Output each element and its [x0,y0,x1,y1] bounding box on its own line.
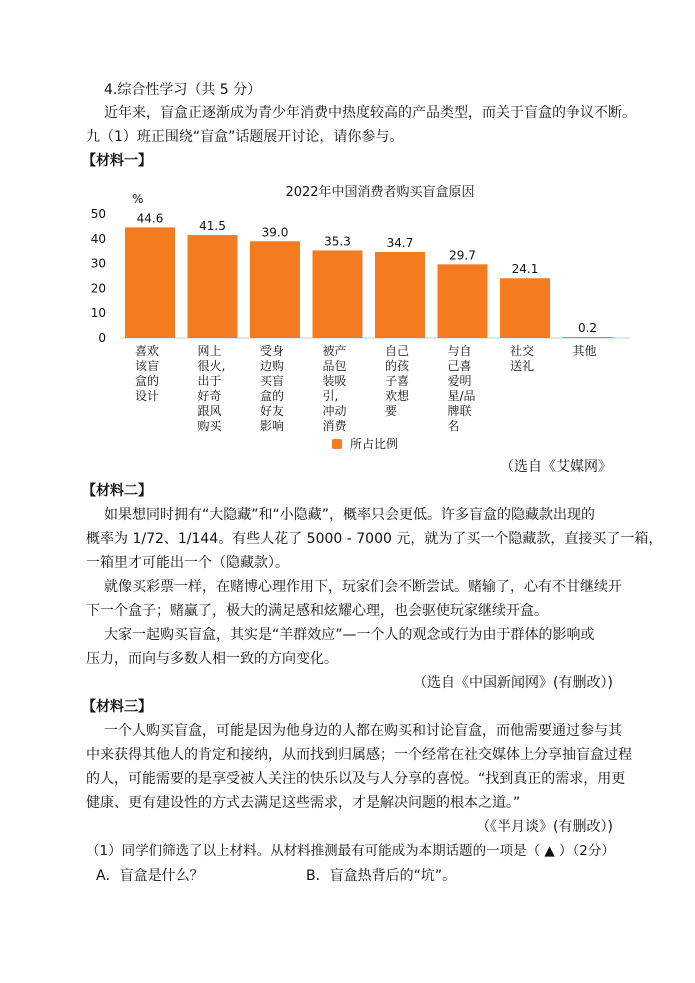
legend-swatch [332,439,342,449]
source-1: （选自《艾媒网》 [500,459,612,475]
y-tick-label: 50 [90,207,106,221]
material-2-p2-line-2: 下一个盒子；赌赢了，极大的满足感和炫耀心理，也会驱使玩家继续开盒。 [86,603,548,619]
bar [563,337,613,338]
bar-value-label: 41.5 [199,219,226,234]
chart-title: 2022年中国消费者购买盲盒原因 [285,185,475,200]
category-label-line: 边购 [260,359,285,373]
category-label-line: 消费 [322,419,347,433]
source-3: （《半月谈》(有删改）) [476,819,613,835]
bar-value-label: 35.3 [324,234,351,249]
category-label-line: 好友 [260,404,285,418]
material-3-label: 【材料三】 [82,699,152,715]
category-label-line: 牌联 [447,404,472,418]
bar [125,227,175,338]
category-label-line: 很火, [197,359,226,373]
category-label-line: 喜欢 [135,344,160,358]
category-label-line: 买盲 [260,374,285,388]
material-3-line-3: 的人，可能需要的是享受被人关注的快乐以及与人分享的喜悦。“找到真正的需求，用更 [86,771,626,787]
category-label [198,343,226,433]
category-label-line: 跟风 [197,404,222,418]
bar-value-label: 39.0 [261,225,289,240]
question-1: （1）同学们筛选了以上材料。从材料推测最有可能成为本期话题的一项是（ ▲ ）（2分） [86,843,615,859]
category-label-line: 爱明 [447,374,472,388]
intro-line-1: 近年来，盲盒正逐渐成为青少年消费中热度较高的产品类型，而关于盲盒的争议不断。 [104,105,636,121]
category-label-line: 品包 [322,359,347,373]
category-label-line: 购买 [197,419,222,433]
material-3-line-2: 中来获得其他人的肯定和接纳，从而找到归属感；一个经常在社交媒体上分享抽盲盒过程 [86,747,632,763]
bar [250,241,300,338]
category-label [323,343,348,433]
category-label-line: 社交 [510,344,535,358]
category-label-line: 该盲 [135,359,160,373]
y-tick-label: 10 [90,306,106,321]
category-label-line: 被产 [322,344,347,358]
category-label-line: 星/品 [447,389,476,403]
category-label-line: 名 [447,419,460,433]
category-label-line: 子喜 [385,374,410,388]
bar [375,252,425,338]
option-a: A．盲盒是什么？ [96,868,204,884]
bar-value-label: 0.2 [577,321,598,335]
category-label-line: 盒的 [135,374,160,388]
bar [438,264,488,338]
category-label-line: 引, [322,389,339,403]
material-3-line-1: 一个人购买盲盒，可能是因为他身边的人都在购买和讨论盲盒，而他需要通过参与其 [104,723,622,739]
category-label [260,344,284,433]
purchase-reasons-bar-chart [80,176,640,466]
y-axis-unit-label: % [132,192,144,206]
bar [313,250,363,338]
category-label-line: 送礼 [510,359,535,373]
category-label-line: 影响 [260,419,285,433]
material-2-p1-line-1: 如果想同时拥有“大隐藏”和“小隐藏”，概率只会更低。许多盲盒的隐藏款出现的 [104,507,596,523]
y-tick-label: 30 [90,256,106,271]
material-2-p1-line-2: 概率为 1/72、1/144。有些人花了 5000 - 7000 元，就为了买一个隐藏款，直接买了一箱， [86,531,663,547]
bar [188,235,238,338]
legend-label: 所占比例 [350,437,399,451]
category-label-line: 盒的 [260,389,285,403]
material-1-label: 【材料一】 [82,153,152,169]
bars-group [125,211,613,433]
material-2-label: 【材料二】 [82,483,152,499]
category-label-line: 设计 [135,389,160,403]
bar-value-label: 44.6 [136,211,164,226]
category-label-line: 网上 [197,344,222,358]
material-2-p3-line-2: 压力，而向与多数人相一致的方向变化。 [86,651,338,667]
category-label-line: 冲动 [322,404,347,418]
category-label [385,344,410,418]
category-label [448,344,476,433]
category-label-line: 与自 [447,344,472,358]
category-label-line: 己喜 [447,359,472,373]
y-axis-ticks [91,207,106,345]
category-label-line: 出于 [197,374,222,388]
y-tick-label: 0 [98,331,106,345]
category-label [510,343,534,373]
option-b: B．盲盒热背后的“坑”。 [306,868,457,884]
y-tick-label: 20 [90,281,106,296]
bar-value-label: 29.7 [449,248,476,263]
category-label-line: 自己 [385,344,410,358]
chart-legend [332,436,398,451]
category-label-line: 欢想 [385,389,410,403]
material-2-p2-line-1: 就像买彩票一样，在赌博心理作用下，玩家们会不断尝试。赌输了，心有不甘继续开 [104,579,622,595]
category-label-line: 受身 [260,344,285,358]
intro-line-2: 九（1）班正围绕“盲盒”话题展开讨论，请你参与。 [86,129,404,145]
category-label-line: 其他 [572,344,597,358]
material-2-p1-line-3: 一箱里才可能出一个（隐藏款）。 [86,555,289,571]
material-2-p3-line-1: 大家一起购买盲盒，其实是“羊群效应”—一个人的观念或行为由于群体的影响或 [104,627,595,643]
category-label-line: 好奇 [197,389,222,403]
bar-value-label: 24.1 [511,262,539,277]
category-label [135,343,159,403]
category-label-line: 的孩 [385,359,410,373]
bar [500,278,550,338]
bar-value-label: 34.7 [386,235,414,250]
section-heading: 4.综合性学习（共 5 分） [104,82,262,98]
y-tick-label: 40 [90,231,106,246]
material-3-line-4: 健康、更有建设性的方式去满足这些需求，才是解决问题的根本之道。” [86,795,521,811]
source-2: （选自《中国新闻网》(有删改）) [413,675,613,691]
category-label-line: 要 [385,404,398,418]
category-label-line: 装吸 [322,374,347,388]
category-label [573,343,597,358]
